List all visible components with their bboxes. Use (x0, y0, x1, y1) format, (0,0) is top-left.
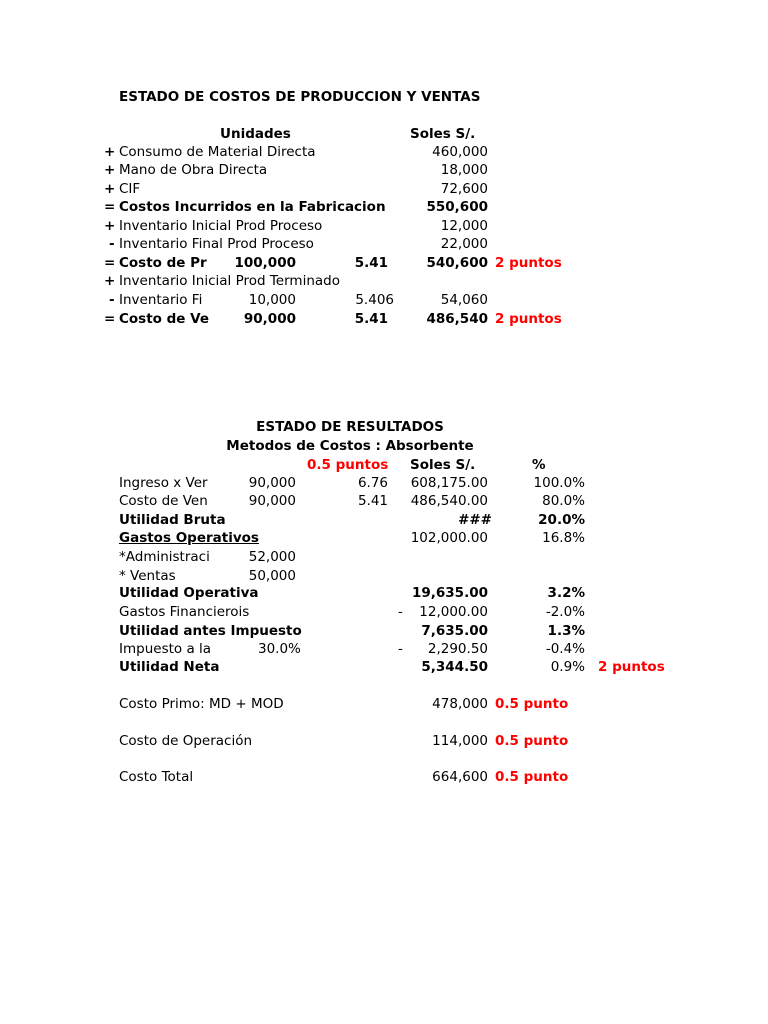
row-unit-cost: 5.406 (355, 292, 394, 308)
row-units: 30.0% (258, 641, 301, 657)
summary-label: Costo de Operación (119, 733, 253, 749)
row-amount: 12,000.00 (419, 604, 488, 620)
sign: = (104, 255, 116, 271)
row-amount: 18,000 (440, 162, 488, 178)
row-amount: ### (458, 512, 492, 528)
row-label: Inventario Final Prod Proceso (119, 236, 314, 252)
row-percent: 80.0% (542, 493, 585, 509)
row-amount: 550,600 (426, 199, 488, 215)
row-percent: 100.0% (533, 475, 585, 491)
row-percent: 3.2% (547, 585, 585, 601)
row-label: Ingreso x Ver (119, 475, 208, 491)
row-percent: 1.3% (547, 623, 585, 639)
sign: + (104, 218, 116, 234)
income-statement-subtitle: Metodos de Costos : Absorbente (226, 438, 474, 454)
row-units: 90,000 (243, 311, 296, 327)
negative-dash: - (398, 604, 403, 620)
percent-header: % (532, 457, 546, 473)
row-label: Inventario Inicial Prod Proceso (119, 218, 323, 234)
row-units: 52,000 (248, 549, 296, 565)
row-percent: 0.9% (550, 659, 585, 675)
row-label: Utilidad antes Impuesto (119, 623, 302, 639)
row-units: 10,000 (248, 292, 296, 308)
row-label: Costos Incurridos en la Fabricacion (119, 199, 386, 215)
row-amount: 460,000 (432, 144, 488, 160)
income-statement-title: ESTADO DE RESULTADOS (256, 419, 444, 435)
score-header: 0.5 puntos (307, 457, 389, 473)
row-percent: -0.4% (545, 641, 585, 657)
score-label: 0.5 punto (495, 733, 569, 749)
sign: - (109, 236, 115, 252)
row-unit-value: 5.41 (357, 493, 388, 509)
score-label: 2 puntos (495, 255, 562, 271)
row-label: Mano de Obra Directa (119, 162, 268, 178)
row-amount: 102,000.00 (410, 530, 488, 546)
score-label: 0.5 punto (495, 696, 569, 712)
row-amount: 7,635.00 (421, 623, 488, 639)
sign: - (109, 292, 115, 308)
row-label: Inventario Inicial Prod Terminado (119, 273, 340, 289)
row-amount: 5,344.50 (421, 659, 488, 675)
row-label: Gastos Financierois (119, 604, 250, 620)
row-amount: 22,000 (440, 236, 488, 252)
summary-amount: 664,600 (432, 769, 488, 785)
row-amount: 486,540 (426, 311, 488, 327)
row-label: Utilidad Bruta (119, 512, 226, 528)
summary-amount: 114,000 (432, 733, 488, 749)
score-label: 2 puntos (495, 311, 562, 327)
row-units: 50,000 (248, 568, 296, 584)
row-units: 90,000 (248, 475, 296, 491)
row-amount: 19,635.00 (411, 585, 488, 601)
row-label: Inventario Fi (119, 292, 203, 308)
row-amount: 72,600 (440, 181, 488, 197)
row-unit-cost: 5.41 (354, 255, 388, 271)
row-label: * Ventas (119, 568, 176, 584)
summary-label: Costo Total (119, 769, 194, 785)
row-label: Costo de Ven (119, 493, 208, 509)
row-percent: 16.8% (542, 530, 585, 546)
summary-label: Costo Primo: MD + MOD (119, 696, 284, 712)
sign: + (104, 181, 116, 197)
row-amount: 486,540.00 (410, 493, 488, 509)
row-unit-cost: 5.41 (354, 311, 388, 327)
row-amount: 2,290.50 (427, 641, 488, 657)
row-label: Costo de Ve (119, 311, 210, 327)
sign: + (104, 144, 116, 160)
row-unit-value: 6.76 (357, 475, 388, 491)
negative-dash: - (398, 641, 403, 657)
cost-statement-title: ESTADO DE COSTOS DE PRODUCCION Y VENTAS (119, 89, 481, 105)
score-label: 2 puntos (598, 659, 665, 675)
score-label: 0.5 punto (495, 769, 569, 785)
row-label: Impuesto a la (119, 641, 212, 657)
row-amount: 54,060 (440, 292, 488, 308)
sign: + (104, 162, 116, 178)
row-amount: 12,000 (440, 218, 488, 234)
row-label: Utilidad Operativa (119, 585, 259, 601)
row-label: *Administraci (119, 549, 210, 565)
soles-header: Soles S/. (410, 457, 476, 473)
row-label: Consumo de Material Directa (119, 144, 316, 160)
units-header: Unidades (220, 126, 291, 142)
sign: = (104, 311, 116, 327)
row-label: Costo de Pr (119, 255, 207, 271)
row-label: Utilidad Neta (119, 659, 220, 675)
row-amount: 540,600 (426, 255, 488, 271)
row-label: Gastos Operativos (119, 530, 259, 546)
summary-amount: 478,000 (432, 696, 488, 712)
row-label: CIF (119, 181, 141, 197)
row-percent: 20.0% (538, 512, 585, 528)
row-units: 90,000 (248, 493, 296, 509)
row-amount: 608,175.00 (410, 475, 488, 491)
soles-header: Soles S/. (410, 126, 476, 142)
row-units: 100,000 (234, 255, 296, 271)
row-percent: -2.0% (545, 604, 585, 620)
sign: = (104, 199, 116, 215)
sign: + (104, 273, 116, 289)
